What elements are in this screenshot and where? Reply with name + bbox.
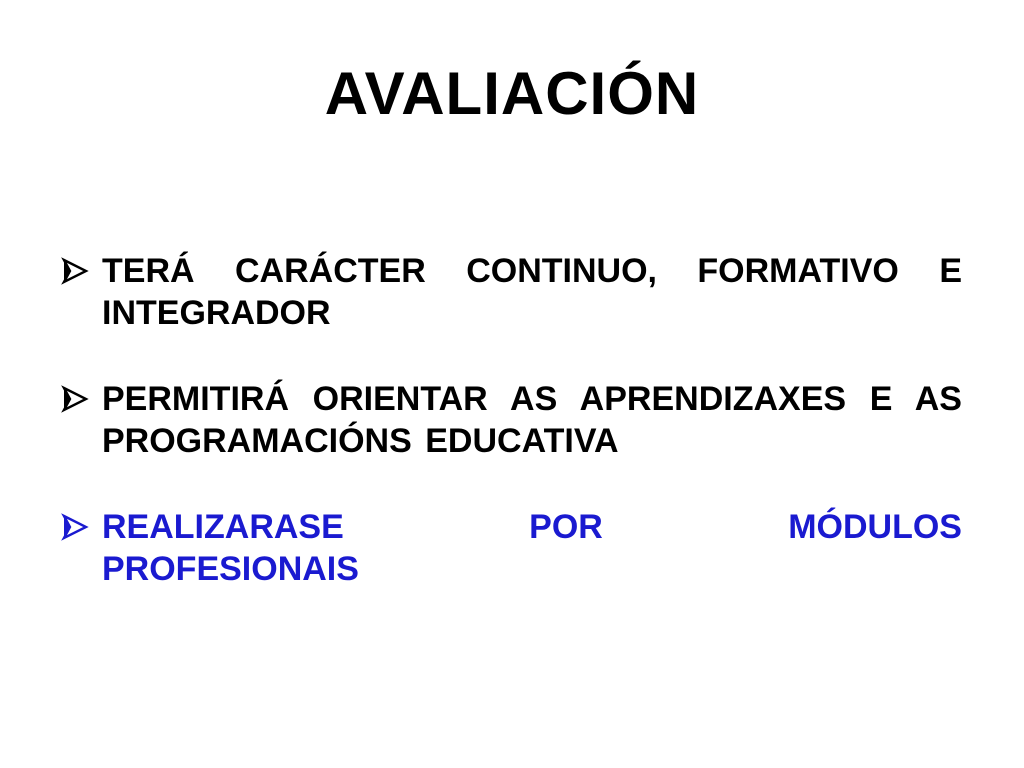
arrow-bullet-icon [60,384,90,414]
bullet-list [60,250,962,634]
bullet-text [102,506,962,590]
bullet-line: PROFESIONAIS [102,550,359,588]
bullet-text: PERMITIRÁ ORIENTAR AS APRENDIZAXES E AS PROGRAMACIÓNS EDUCATIVA [102,380,962,460]
slide-title: AVALIACIÓN [324,60,700,127]
bullet-line [102,506,962,548]
arrow-bullet-icon [60,256,90,286]
bullet-text: TERÁ CARÁCTER CONTINUO, FORMATIVO E INTEGRADOR [102,252,962,332]
bullet-word: MÓDULOS [788,508,962,546]
bullet-item [60,378,962,462]
bullet-word: REALIZARASE [102,508,344,546]
bullet-item [60,250,962,334]
bullet-word: POR [529,508,603,546]
arrow-bullet-icon [60,512,90,542]
bullet-item [60,506,962,590]
